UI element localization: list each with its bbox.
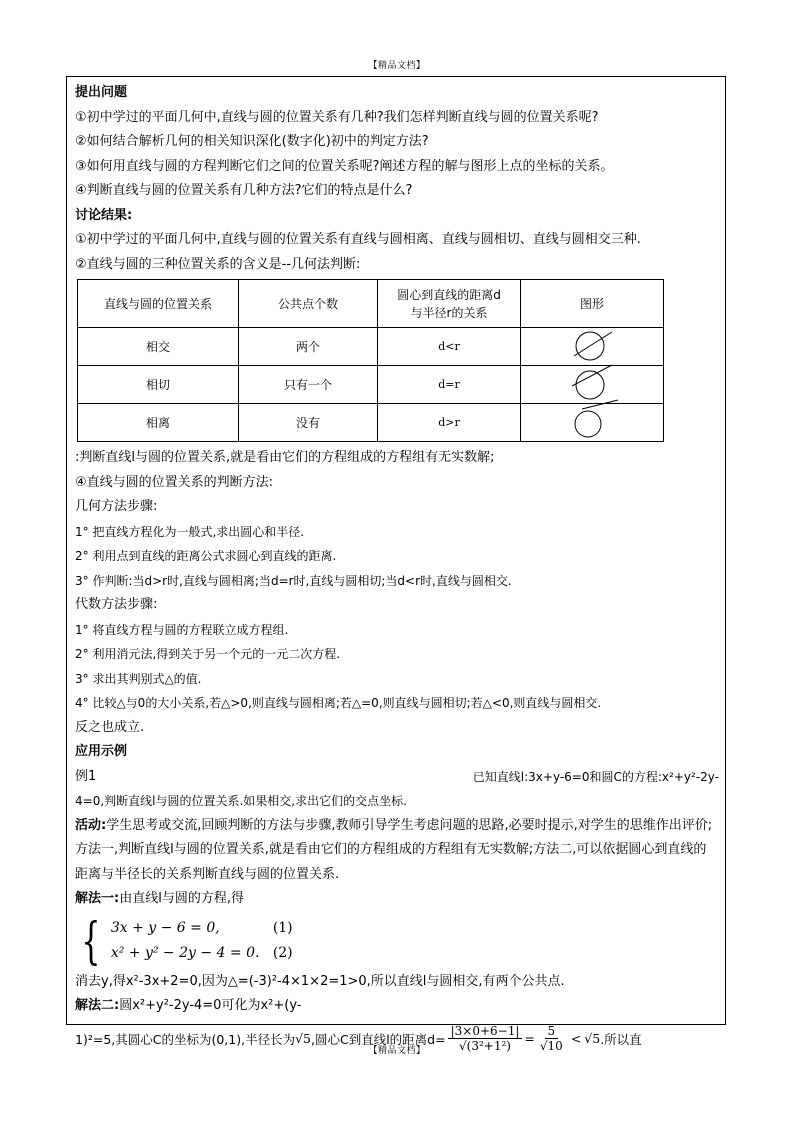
question-3: ③如何用直线与圆的方程判断它们之间的位置关系呢?阐述方程的解与图形上点的坐标的关系。 (75, 158, 614, 174)
m2-text-a: 1)²=5,其圆心C的坐标为(0,1),半径长为 (75, 1031, 296, 1047)
section-title-raise: 提出问题 (75, 85, 128, 100)
table-row (78, 328, 664, 366)
equation-2-number: (2) (272, 944, 293, 961)
header-count: 公共点个数 (239, 280, 378, 328)
distance-numerator: |3×0+6−1| (448, 1024, 523, 1039)
cell-count: 没有 (239, 404, 378, 442)
example-line (75, 765, 719, 790)
activity-label: 活动: (75, 817, 107, 833)
alg-step-3: 3° 求出其判别式△的值. (75, 671, 202, 686)
example-continued: 4=0,判断直线l与圆的位置关系.如果相交,求出它们的交点坐标. (75, 794, 407, 808)
method-2-text: 圆x²+y²-2y-4=0可化为x²+(y- (119, 998, 302, 1013)
alg-step-2: 2° 利用消元法,得到关于另一个元的一元二次方程. (75, 647, 341, 661)
header-distance-line2: 与半径r的关系 (410, 305, 488, 320)
geo-step-2: 2° 利用点到直线的距离公式求圆心到直线的距离. (75, 549, 337, 563)
m2-text-b: ,圆心C到直线l的距离d= (311, 1031, 446, 1047)
header-distance (378, 280, 521, 328)
example-label: 例1 (75, 768, 97, 784)
tangent-figure (562, 366, 622, 400)
alg-step-1: 1° 将直线方程与圆的方程联立成方程组. (75, 622, 289, 637)
question-4: ④判断直线与圆的位置关系有几种方法?它们的特点是什么? (75, 183, 413, 198)
question-1: ①初中学过的平面几何中,直线与圆的位置关系有几种?我们怎样判断直线与圆的位置关系呢? (75, 109, 599, 125)
sqrt5-compare: √5 (584, 1031, 601, 1046)
m2-tail: .所以直 (600, 1031, 642, 1047)
section-title-apply: 应用示例 (75, 744, 128, 759)
lesson-content (75, 81, 719, 1059)
method-2-label: 解法二: (75, 998, 120, 1013)
cell-count: 只有一个 (239, 366, 378, 404)
method-1-label: 解法一: (75, 891, 120, 906)
separate-figure (562, 404, 622, 438)
equation-1-number: (1) (272, 919, 293, 936)
header-distance-line1: 圆心到直线的距离d (397, 287, 501, 302)
cell-figure (521, 366, 664, 404)
value-denominator: √10 (539, 1039, 563, 1053)
cell-figure (521, 404, 664, 442)
result-2: ②直线与圆的三种位置关系的含义是--几何法判断: (75, 256, 361, 272)
geo-title: 几何方法步骤: (75, 499, 158, 514)
result-1: ①初中学过的平面几何中,直线与圆的位置关系有直线与圆相离、直线与圆相切、直线与圆相交三种. (75, 232, 641, 247)
equation-1 (111, 916, 293, 941)
geo-step-1: 1° 把直线方程化为一般式,求出圆心和半径. (75, 524, 305, 539)
sqrt5-value: √5 (295, 1031, 311, 1046)
less-than-sign: < (570, 1031, 582, 1046)
distance-denominator: √(3²+1²) (459, 1039, 511, 1053)
method-1-text: 由直线l与圆的方程,得 (119, 891, 244, 906)
cell-relation: 相离 (78, 404, 239, 442)
table-row (78, 404, 664, 442)
cell-condition: d=r (378, 366, 521, 404)
alg-step-5: 反之也成立. (75, 719, 145, 735)
elimination-line: 消去y,得x²-3x+2=0,因为△=(-3)²-4×1×2=1>0,所以直线l与圆相交,有两个公共点. (75, 973, 565, 989)
header-figure: 图形 (521, 280, 664, 328)
cell-count: 两个 (239, 328, 378, 366)
equations (111, 916, 293, 966)
cell-condition: d>r (378, 404, 521, 442)
method-1-line (75, 887, 719, 912)
table-row (78, 366, 664, 404)
activity-paragraph (75, 814, 719, 888)
alg-title: 代数方法步骤: (75, 597, 158, 612)
result-3: :判断直线l与圆的位置关系,就是看由它们的方程组成的方程组有无实数解; (75, 450, 495, 465)
header-relation: 直线与圆的位置关系 (78, 280, 239, 328)
value-numerator: 5 (545, 1024, 559, 1039)
equation-1-text: 3x + y − 6 = 0, (110, 919, 220, 936)
relation-table (77, 279, 664, 442)
cell-figure (521, 328, 664, 366)
result-4: ④直线与圆的位置关系的判断方法: (75, 474, 274, 490)
secant-figure (562, 328, 622, 362)
equals-sign: = (524, 1031, 535, 1046)
equation-2 (111, 941, 293, 966)
cell-relation: 相交 (78, 328, 239, 366)
system-brace: { (81, 911, 101, 970)
activity-text: 学生思考或交流,回顾判断的方法与步骤,教师引导学生考虑问题的思路,必要时提示,对学生的思维作出评价;方法一,判断直线l与圆的位置关系,就是看由它们的方程组成的方程组有无实数解;方法二,可以依据圆心到直线的距离与半径长的关系判断直线与圆的位置关系. (75, 817, 713, 882)
table-header-row (78, 280, 664, 328)
equation-2-text: x² + y² − 2y − 4 = 0. (110, 944, 260, 961)
method-2-line (75, 994, 719, 1019)
page-footer: 【精品文档】 (368, 1046, 426, 1056)
geo-step-3: 3° 作判断:当d>r时,直线与圆相离;当d=r时,直线与圆相切;当d<r时,直线与圆相交. (75, 573, 512, 588)
section-title-discuss: 讨论结果: (75, 207, 133, 223)
question-2: ②如何结合解析几何的相关知识深化(数字化)初中的判定方法? (75, 134, 429, 149)
alg-step-4: 4° 比较△与0的大小关系,若△>0,则直线与圆相离;若△=0,则直线与圆相切;若△<0,则直线与圆相交. (75, 696, 602, 710)
cell-condition: d<r (378, 328, 521, 366)
page-header: 【精品文档】 (368, 61, 426, 71)
example-text: 已知直线l:3x+y-6=0和圆C的方程:x²+y²-2y- (472, 769, 719, 784)
cell-relation: 相切 (78, 366, 239, 404)
equation-system (75, 911, 719, 970)
